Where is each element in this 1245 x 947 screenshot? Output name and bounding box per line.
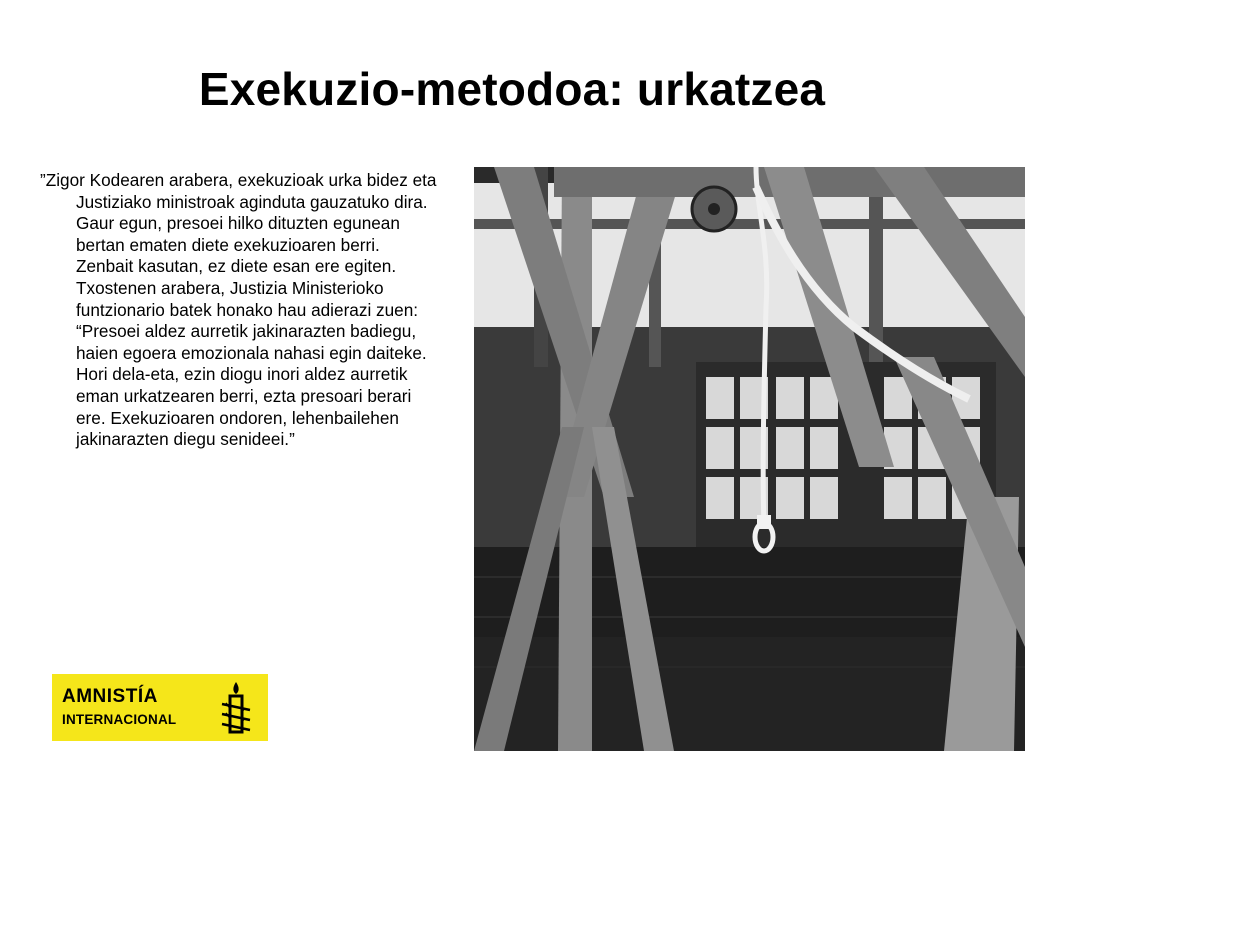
execution-room-photo xyxy=(474,167,1245,947)
logo-line-2: INTERNACIONAL xyxy=(62,712,177,727)
amnesty-international-logo xyxy=(52,674,268,741)
quote-text-block xyxy=(40,170,440,451)
logo-line-1: AMNISTÍA xyxy=(62,686,158,707)
photo-caption: Osakako Atxilotze Zentroko exekuzio-gela. Japonia. xyxy=(988,860,1245,947)
candle-barbed-wire-icon xyxy=(216,680,256,736)
slide-title: Exekuzio-metodoa: urkatzea xyxy=(198,63,826,115)
quote-paragraph: ”Zigor Kodearen arabera, exekuzioak urka bidez eta Justiziako ministroak aginduta gauzatuko dira. Gaur egun, presoei hilko dituzten egunean bertan ematen diete exekuzioaren berri. Zenbait kasutan, ez diete esan ere egiten. Txostenen arabera, Justizia Ministerioko funtzionario batek honako hau adierazi zuen: “Presoei aldez aurretik jakinarazten badiegu, haien egoera emozionala nahasi egin daiteke. Hori dela-eta, ezin diogu inori aldez aurretik eman urkatzearen berri, ezta presoari berari ere. Exekuzioaren ondoren, lehenbailehen jakinarazten diegu senideei.” xyxy=(40,170,437,450)
